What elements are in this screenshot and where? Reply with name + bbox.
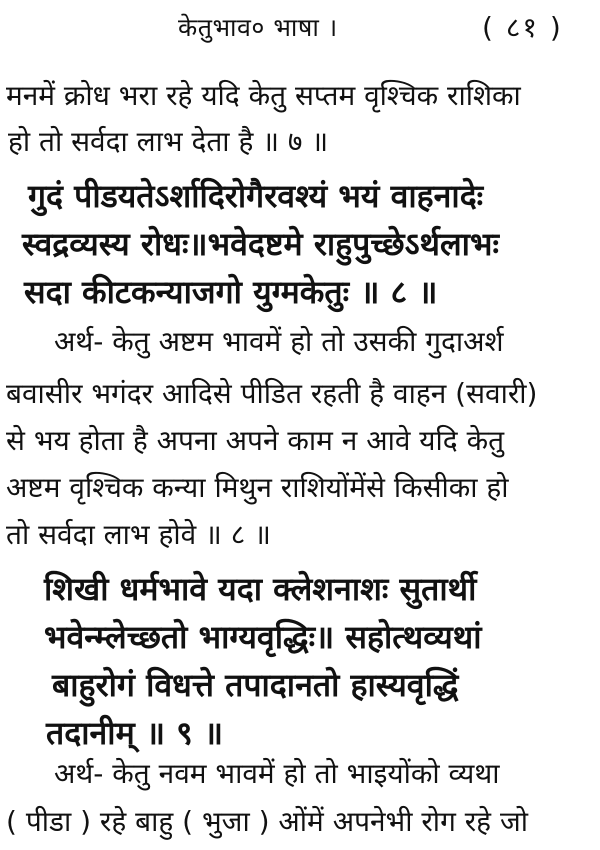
verse-9-line-3: बाहुरोगं विधत्ते तपादानतो हास्यवृद्धिं	[52, 666, 459, 704]
meaning-8-line-3: से भय होता है अपना अपने काम न आवे यदि केतु	[6, 424, 505, 457]
meaning-9-line-1: अर्थ- केतु नवम भावमें हो तो भाइयोंको व्यथा	[54, 757, 500, 790]
meaning-8-line-4: अष्टम वृश्चिक कन्या मिथुन राशियोंमेंसे किसीका हो	[6, 471, 509, 504]
commentary-line-1: मनमें क्रोध भरा रहे यदि केतु सप्तम वृश्चिक राशिका	[6, 79, 521, 112]
running-title: केतुभाव० भाषा ।	[178, 13, 338, 42]
verse-9-line-2: भवेन्म्लेच्छतो भाग्यवृद्धिः॥ सहोत्थव्यथां	[44, 618, 482, 656]
verse-8-line-1: गुदं पीडयतेऽर्शादिरोगैरवश्यं भयं वाहनादेः	[28, 177, 484, 215]
commentary-line-2: हो तो सर्वदा लाभ देता है ॥ ७ ॥	[8, 125, 329, 158]
meaning-8-line-1: अर्थ- केतु अष्टम भावमें हो तो उसकी गुदाअर्श	[54, 325, 504, 358]
verse-9-line-4: तदानीम् ॥ ९ ॥	[46, 714, 224, 752]
verse-8-line-2: स्वद्रव्यस्य रोधः॥भवेदष्टमे राहुपुच्छेऽर्थलाभः	[22, 225, 499, 263]
meaning-8-line-5: तो सर्वदा लाभ होवे ॥ ८ ॥	[6, 518, 271, 551]
meaning-8-line-2: बवासीर भगंदर आदिसे पीडित रहती है वाहन (सवारी)	[6, 377, 538, 410]
verse-9-line-1: शिखी धर्मभावे यदा क्लेशनाशः सुतार्थी	[44, 570, 477, 608]
page-header	[0, 6, 600, 50]
verse-8-line-3: सदा कीटकन्याजगो युग्मकेतुः ॥ ८ ॥	[24, 273, 438, 311]
page-number: ( ८१ )	[482, 11, 563, 44]
meaning-9-line-2: ( पीडा ) रहे बाहु ( भुजा ) ओंमें अपनेभी रोग रहे जो	[6, 805, 528, 838]
